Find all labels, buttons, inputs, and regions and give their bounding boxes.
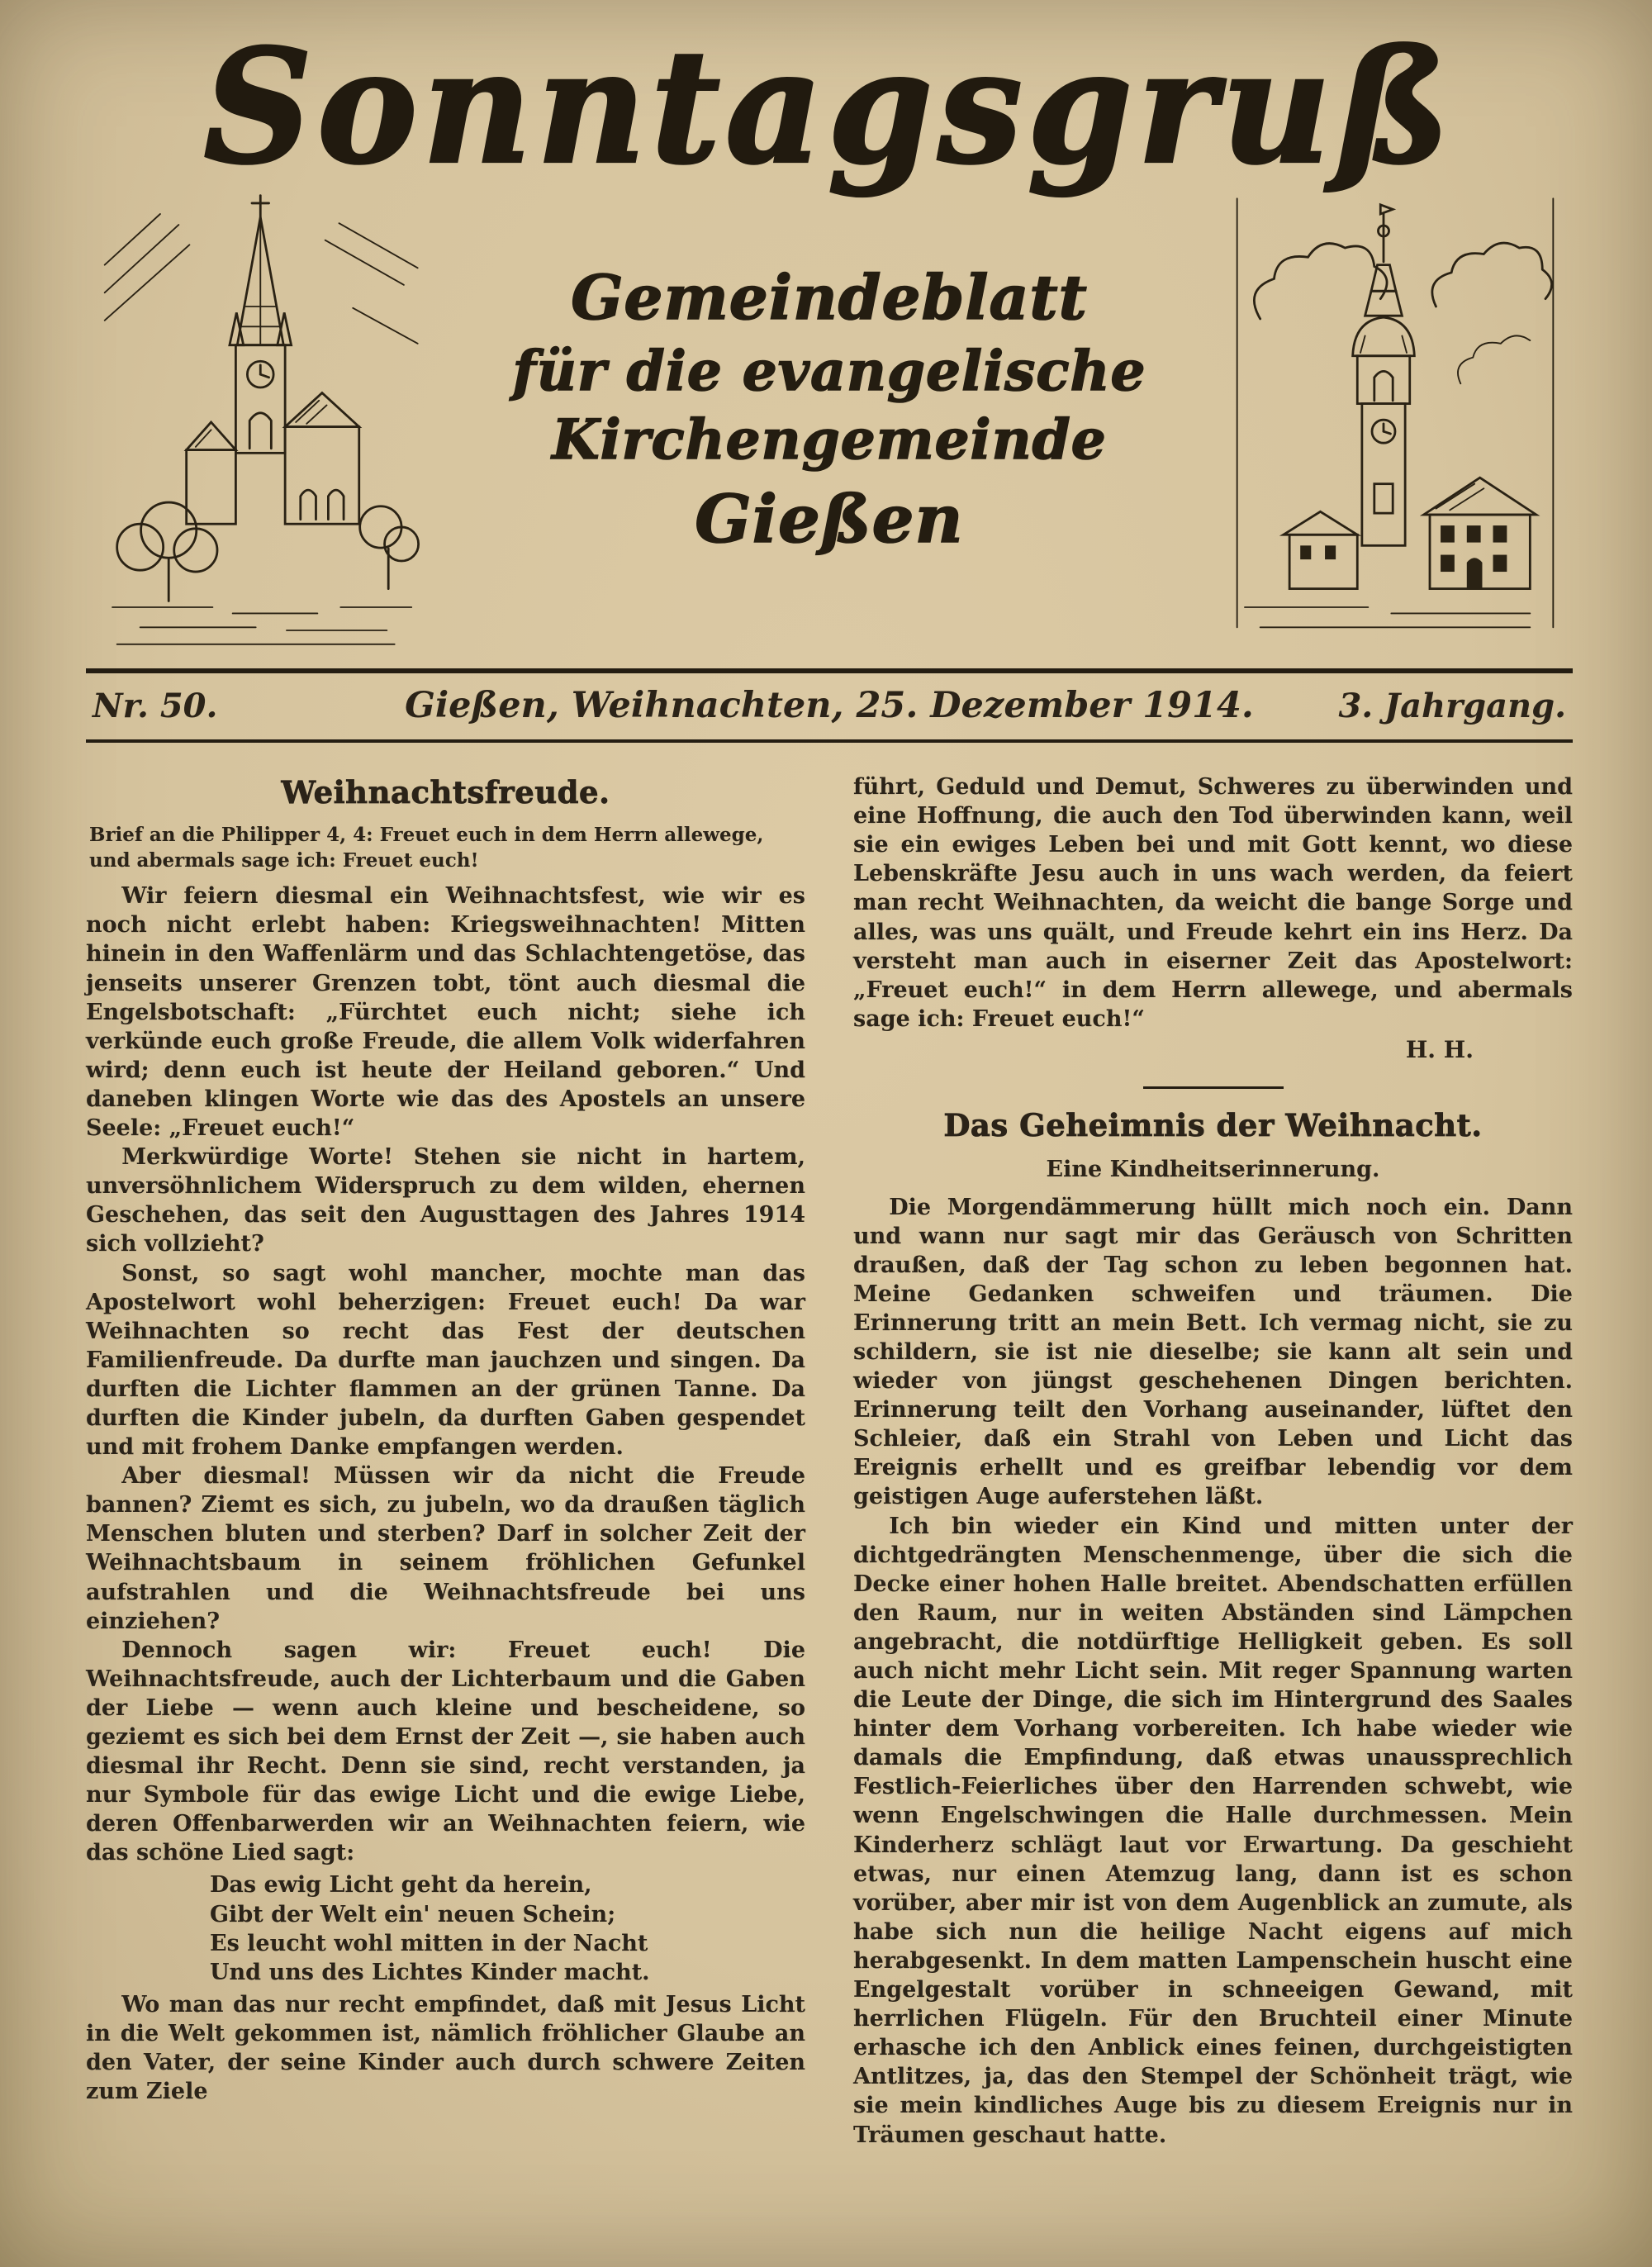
poem-line: Gibt der Welt ein' neuen Schein;	[210, 1901, 616, 1927]
volume: 3. Jahrgang.	[1338, 687, 1566, 726]
poem-line: Es leucht wohl mitten in der Nacht	[210, 1930, 648, 1956]
header-rule	[86, 739, 1573, 743]
article2-title: Das Geheimnis der Weihnacht.	[943, 1107, 1483, 1144]
paragraph: Dennoch sagen wir: Freuet euch! Die Weihnachtsfreude, auch der Lichterbaum und die Gaben der Liebe — wenn auch kleine und bescheidene, so geziemt es sich bei dem Ernst der Zeit —, sie haben auch diesmal ihr Recht. Denn sie sind, recht verstanden, ja nur Symbole für das ewige Licht und die ewige Liebe, deren Offenbarwerden wir an Weihnachten feiern, wie das schöne Lied sagt:	[86, 1637, 805, 1866]
masthead-row	[86, 191, 1573, 663]
article2-paragraphs	[853, 1193, 1573, 2150]
paragraph: Ich bin wieder ein Kind und mitten unter der dichtgedrängten Menschenmenge, über die sich die Decke einer hohen Halle breitet. Abendschatten erfüllen den Raum, nur in weiten Abständen sind Lämpchen angebracht, die notdürftige Helligkeit geben. Es soll auch nicht mehr Licht sein. Mit reger Spannung warten die Leute der Dinge, die sich im Hintergrund des Saales hinter dem Vorhang vorbereiten. Ich habe wieder wie damals die Empfindung, daß etwas unaussprechlich Festlich-Feierliches über den Harrenden schwebt, wie wenn Engelschwingen die Halle durchmessen. Mein Kinderherz schlägt laut vor Erwartung. Da geschieht etwas, nur einen Atemzug lang, dann ist es schon vorüber, aber mir ist von dem Augenblick an zumute, als habe sich nun die heilige Nacht eigens auf mich herabgesenkt. In dem matten Lampenschein huscht eine Engelgestalt vorüber in schneeigen Gewand, mit herrlichen Flügeln. Für den Bruchteil einer Minute erhasche ich den Anblick eines feinen, durchgeistigten Antlitzes, ja, das den Stempel der Schönheit trägt, wie sie mein kindliches Auge bis zu diesem Ereignis nur in Träumen geschaut hatte.	[853, 1513, 1573, 2148]
paragraph: Aber diesmal! Müssen wir da nicht die Freude bannen? Ziemt es sich, zu jubeln, wo da draußen täglich Menschen bluten und sterben? Darf in solcher Zeit der Weihnachtsbaum in seinem fröhlichen Gefunkel aufstrahlen und die Weihnachtsfreude bei uns einziehen?	[86, 1463, 805, 1634]
article-columns	[86, 772, 1573, 2150]
article1-closing-paragraph: Wo man das nur recht empfindet, daß mit Jesus Licht in die Welt gekommen ist, nämlich fröhlicher Glaube an den Vater, der seine Kinder auch durch schwere Zeiten zum Ziele	[86, 1991, 805, 2105]
masthead-title: Sonntagsgruß	[203, 14, 1455, 199]
left-column	[86, 772, 805, 2150]
subtitle-line: Kirchengemeinde	[552, 407, 1107, 473]
church-illustration-left	[86, 191, 441, 653]
article1-paragraphs	[86, 882, 805, 1867]
right-column	[853, 772, 1573, 2150]
article1-lead-verse: Brief an die Philipper 4, 4: Freuet euch in dem Herrn allewege, und abermals sage ich: Freuet euch!	[89, 824, 764, 872]
paragraph: Wir feiern diesmal ein Weihnachtsfest, wie wir es noch nicht erlebt haben: Kriegsweihnachten! Mitten hinein in den Waffenlärm und das Schlachtengetöse, das jenseits unserer Grenzen tobt, tönt auch diesmal die Engelsbotschaft: „Fürchtet euch nicht; siehe ich verkünde euch große Freude, die allem Volk widerfahren wird; denn euch ist heute der Heiland geboren.“ Und daneben klingen Worte wie das des Apostels an unsere Seele: „Freuet euch!“	[86, 883, 805, 1142]
poem-line: Und uns des Lichtes Kinder macht.	[210, 1959, 650, 1985]
paragraph: Sonst, so sagt wohl mancher, mochte man das Apostelwort wohl beherzigen: Freuet euch! Da war Weihnachten so recht das Fest der deutschen Familienfreude. Da durfte man jauchzen und singen. Da durften die Lichter flammen an der grünen Tanne. Da durften die Kinder jubeln, da durften Gaben gespendet und mit frohem Danke empfangen werden.	[86, 1260, 805, 1461]
dateline: Gießen, Weihnachten, 25. Dezember 1914.	[405, 685, 1254, 727]
paragraph: Merkwürdige Worte! Stehen sie nicht in hartem, unversöhnlichem Widerspruch zu dem wilden, ehernen Geschehen, das seit den Augusttagen des Jahres 1914 sich vollzieht?	[86, 1144, 805, 1257]
header-bar	[86, 673, 1573, 739]
masthead-subtitle	[441, 191, 1218, 663]
poem-line: Das ewig Licht geht da herein,	[210, 1872, 592, 1899]
church-illustration-right	[1218, 191, 1573, 653]
article1-continuation-paragraph: führt, Geduld und Demut, Schweres zu überwinden und eine Hoffnung, die auch den Tod überwinden kann, weil sie ein ewiges Leben bei und mit Gott kennt, wo diese Lebenskräfte Jesu auch in uns wach werden, da feiert man recht Weihnachten, da weicht die bange Sorge und alles, was uns quält, und Freude kehrt ein ins Herz. Da versteht man auch in eiserner Zeit das Apostelwort: „Freuet euch!“ in dem Herrn allewege, und abermals sage ich: Freuet euch!“	[853, 774, 1573, 1032]
article2-subtitle: Eine Kindheitserinnerung.	[1046, 1157, 1380, 1183]
subtitle-line: Gießen	[695, 480, 964, 558]
article1-poem	[210, 1870, 805, 1986]
paragraph: Die Morgendämmerung hüllt mich noch ein. Dann und wann nur sagt mir das Geräusch von Schritten draußen, daß der Tag schon zu leben begonnen hat. Meine Gedanken schweifen und träumen. Die Erinnerung tritt an mein Bett. Ich vermag nicht, sie zu schildern, sie ist nie dieselbe; sie kann alt sein und wieder von jüngst geschehenen Dingen berichten. Erinnerung teilt den Vorhang auseinander, lüftet den Schleier, daß ein Strahl von Leben und Licht das Ereignis erhellt und es greifbar lebendig vor dem geistigen Auge auferstehen läßt.	[853, 1194, 1573, 1510]
article-divider	[1143, 1086, 1284, 1089]
subtitle-line: für die evangelische	[512, 339, 1146, 404]
gothic-church-icon	[86, 191, 441, 653]
subtitle-line: Gemeindeblatt	[571, 262, 1088, 334]
issue-number: Nr. 50.	[93, 687, 218, 726]
article1-signature: H. H.	[1405, 1035, 1474, 1063]
village-church-icon	[1218, 191, 1573, 653]
article1-title: Weihnachtsfreude.	[281, 774, 610, 811]
